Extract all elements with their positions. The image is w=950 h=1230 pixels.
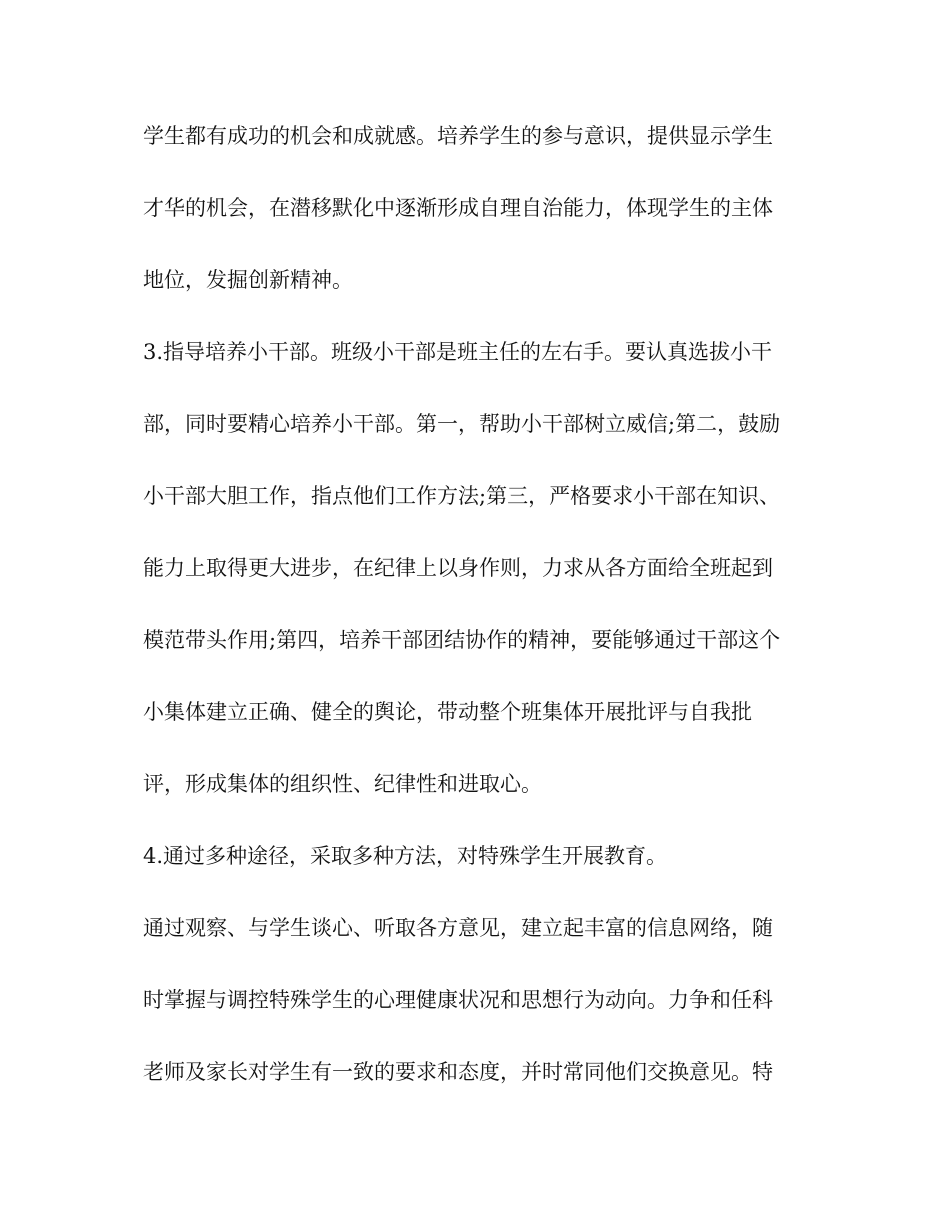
text-line: 老师及家长对学生有一致的要求和态度，并时常同他们交换意见。特 — [143, 1060, 773, 1084]
text-line: 学生都有成功的机会和成就感。培养学生的参与意识，提供显示学生 — [143, 124, 773, 148]
text-line: 才华的机会，在潜移默化中逐渐形成自理自治能力，体现学生的主体 — [143, 196, 773, 220]
text-line: 通过观察、与学生谈心、听取各方意见，建立起丰富的信息网络，随 — [143, 916, 773, 940]
text-line: 小集体建立正确、健全的舆论，带动整个班集体开展批评与自我批 — [143, 700, 752, 724]
text-line: 3.指导培养小干部。班级小干部是班主任的左右手。要认真选拔小干 — [143, 340, 773, 364]
text-line: 4.通过多种途径，采取多种方法，对特殊学生开展教育。 — [143, 844, 668, 868]
text-line: 地位，发掘创新精神。 — [143, 268, 353, 292]
text-line: 评，形成集体的组织性、纪律性和进取心。 — [143, 772, 542, 796]
text-line: 模范带头作用;第四，培养干部团结协作的精神，要能够通过干部这个 — [143, 628, 781, 652]
document-body — [143, 123, 823, 1131]
text-line: 时掌握与调控特殊学生的心理健康状况和思想行为动向。力争和任科 — [143, 988, 773, 1012]
text-line: 小干部大胆工作，指点他们工作方法;第三，严格要求小干部在知识、 — [143, 484, 781, 508]
text-line: 部，同时要精心培养小干部。第一，帮助小干部树立威信;第二，鼓励 — [143, 412, 781, 436]
text-line: 能力上取得更大进步，在纪律上以身作则，力求从各方面给全班起到 — [143, 556, 773, 580]
